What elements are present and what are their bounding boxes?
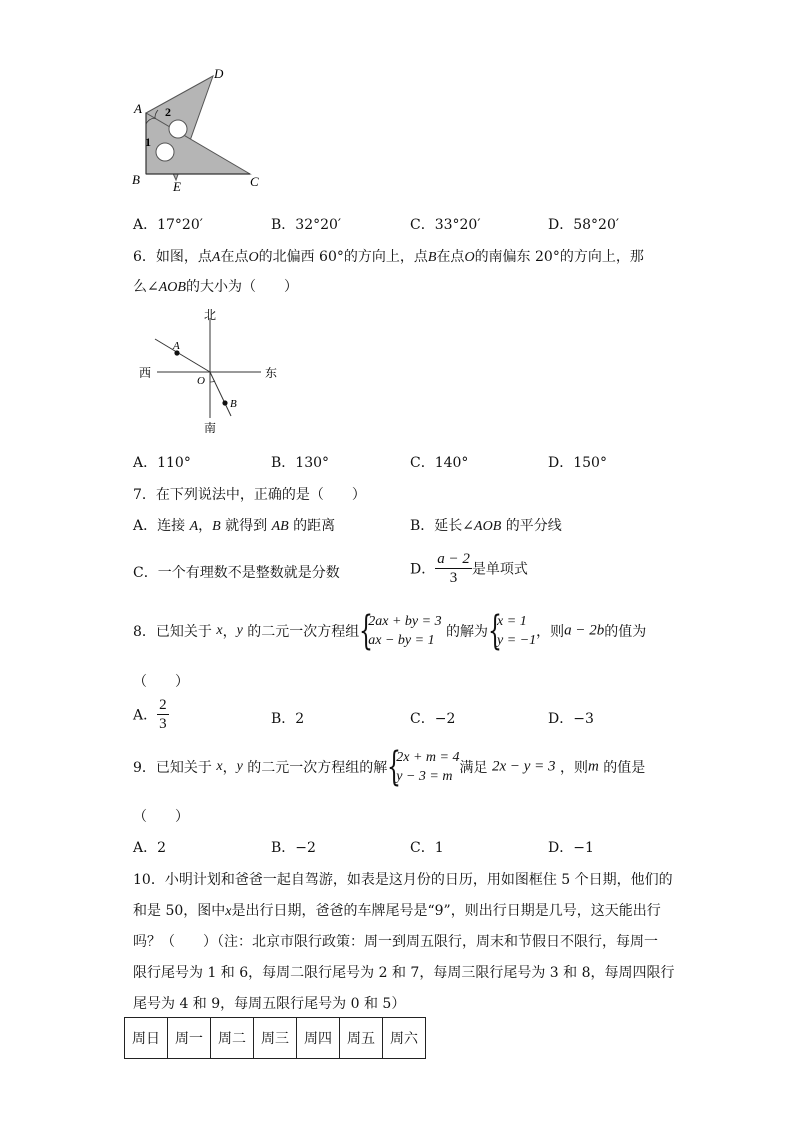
q5-option-b: B．32°20′ [271, 217, 342, 233]
q8-option-b: B．2 [271, 711, 305, 727]
q5-option-c: C．33°20′ [410, 217, 481, 233]
fraction-a-minus-2-over-3: $\frac{a - 2}{3}$ [437, 551, 470, 586]
q5-option-a: A．17°20′ [133, 217, 203, 233]
q8-answer-paren: （ ） [133, 674, 189, 690]
label-D: D [214, 66, 224, 81]
q10-line1: 10．小明计划和爸爸一起自驾游，如表是这月份的日历，用如图框住 5 个日期，他们的 [133, 872, 673, 888]
point-B [222, 400, 227, 405]
calendar-header-row [125, 1018, 426, 1059]
label-B: B [132, 172, 140, 187]
calendar-header-sun: 周日 [125, 1018, 168, 1059]
q10-line3: 吗？（ ）（注：北京市限行政策：周一到周五限行，周末和节假日不限行，每周一 [133, 934, 658, 950]
q6-compass-figure [135, 306, 285, 434]
calendar-header-thu: 周四 [297, 1018, 340, 1059]
q6-stem-line1: 6．如图，点A在点O的北偏西 60°的方向上，点B在点O的南偏东 20°的方向上，那 [133, 249, 644, 265]
calendar-header-wed: 周三 [254, 1018, 297, 1059]
q10-line4: 限行尾号为 1 和 6，每周二限行尾号为 2 和 7，每周三限行尾号为 3 和 8，每周四限行 [133, 965, 675, 981]
q9-option-b: B．−2 [271, 840, 316, 856]
hole-lower [156, 143, 174, 161]
q8-stem: 8．已知关于 x，y 的二元一次方程组 { 2ax + by = 3 ax − by = 1 的解为 { x = 1 y = −1 ，则a − 2b的值为 [133, 608, 647, 654]
q8-option-d: D．−3 [548, 711, 594, 727]
q9-option-d: D．−1 [548, 840, 594, 856]
q6-option-c: C．140° [410, 455, 469, 471]
q7-option-d: D． $\frac{a - 2}{3}$ 是单项式 [410, 551, 528, 586]
calendar-table [124, 1017, 426, 1059]
compass-west: 西 [139, 366, 152, 380]
compass-north: 北 [204, 308, 217, 322]
equation-system: { 2x + m = 4 y − 3 = m [387, 744, 460, 790]
q6-option-a: A．110° [133, 455, 191, 471]
label-C: C [250, 174, 259, 189]
label-angle-1: 1 [145, 135, 151, 149]
q7-stem: 7．在下列说法中，正确的是（ ） [133, 487, 366, 503]
label-A: A [134, 101, 142, 116]
ray-OB [210, 372, 231, 416]
q9-option-c: C．1 [410, 840, 444, 856]
q5-figure [128, 64, 268, 199]
compass-label-O: O [197, 375, 205, 387]
q7-option-b: B．延长∠AOB 的平分线 [410, 518, 562, 534]
label-angle-2: 2 [165, 105, 171, 119]
q7-option-a: A．连接 A，B 就得到 AB 的距离 [133, 518, 336, 534]
calendar-header-mon: 周一 [168, 1018, 211, 1059]
q10-line5: 尾号为 4 和 9，每周五限行尾号为 0 和 5） [133, 996, 406, 1012]
compass-east: 东 [265, 366, 278, 380]
compass-south: 南 [204, 421, 217, 434]
q6-option-b: B．130° [271, 455, 330, 471]
compass-label-B: B [230, 398, 237, 410]
equation-system: { 2ax + by = 3 ax − by = 1 [359, 608, 442, 654]
calendar-header-sat: 周六 [383, 1018, 426, 1059]
q9-answer-paren: （ ） [133, 809, 189, 825]
q8-option-c: C．−2 [410, 711, 456, 727]
q9-option-a: A．2 [133, 840, 167, 856]
q10-line2: 和是 50，图中x是出行日期，爸爸的车牌尾号是“9”，则出行日期是几号，这天能出行 [133, 903, 661, 919]
q8-option-a: A． $\frac{2}{3}$ [133, 697, 167, 732]
q9-stem: 9．已知关于 x，y 的二元一次方程组的解 { 2x + m = 4 y − 3 = m 满足 2x − y = 3 ，则m 的值是 [133, 744, 646, 790]
ray-OA [155, 339, 210, 372]
q7-option-c: C．一个有理数不是整数就是分数 [133, 565, 340, 581]
hole-upper [169, 120, 187, 138]
compass-label-A: A [173, 340, 180, 352]
q6-option-d: D．150° [548, 455, 607, 471]
q6-stem-line2: 么∠AOB的大小为（ ） [133, 279, 298, 295]
calendar-header-fri: 周五 [340, 1018, 383, 1059]
fraction-2-over-3: $\frac{2}{3}$ [159, 697, 167, 732]
calendar-header-tue: 周二 [211, 1018, 254, 1059]
label-E: E [173, 179, 181, 194]
q5-option-d: D．58°20′ [548, 217, 620, 233]
solution-system: { x = 1 y = −1 [488, 608, 537, 654]
